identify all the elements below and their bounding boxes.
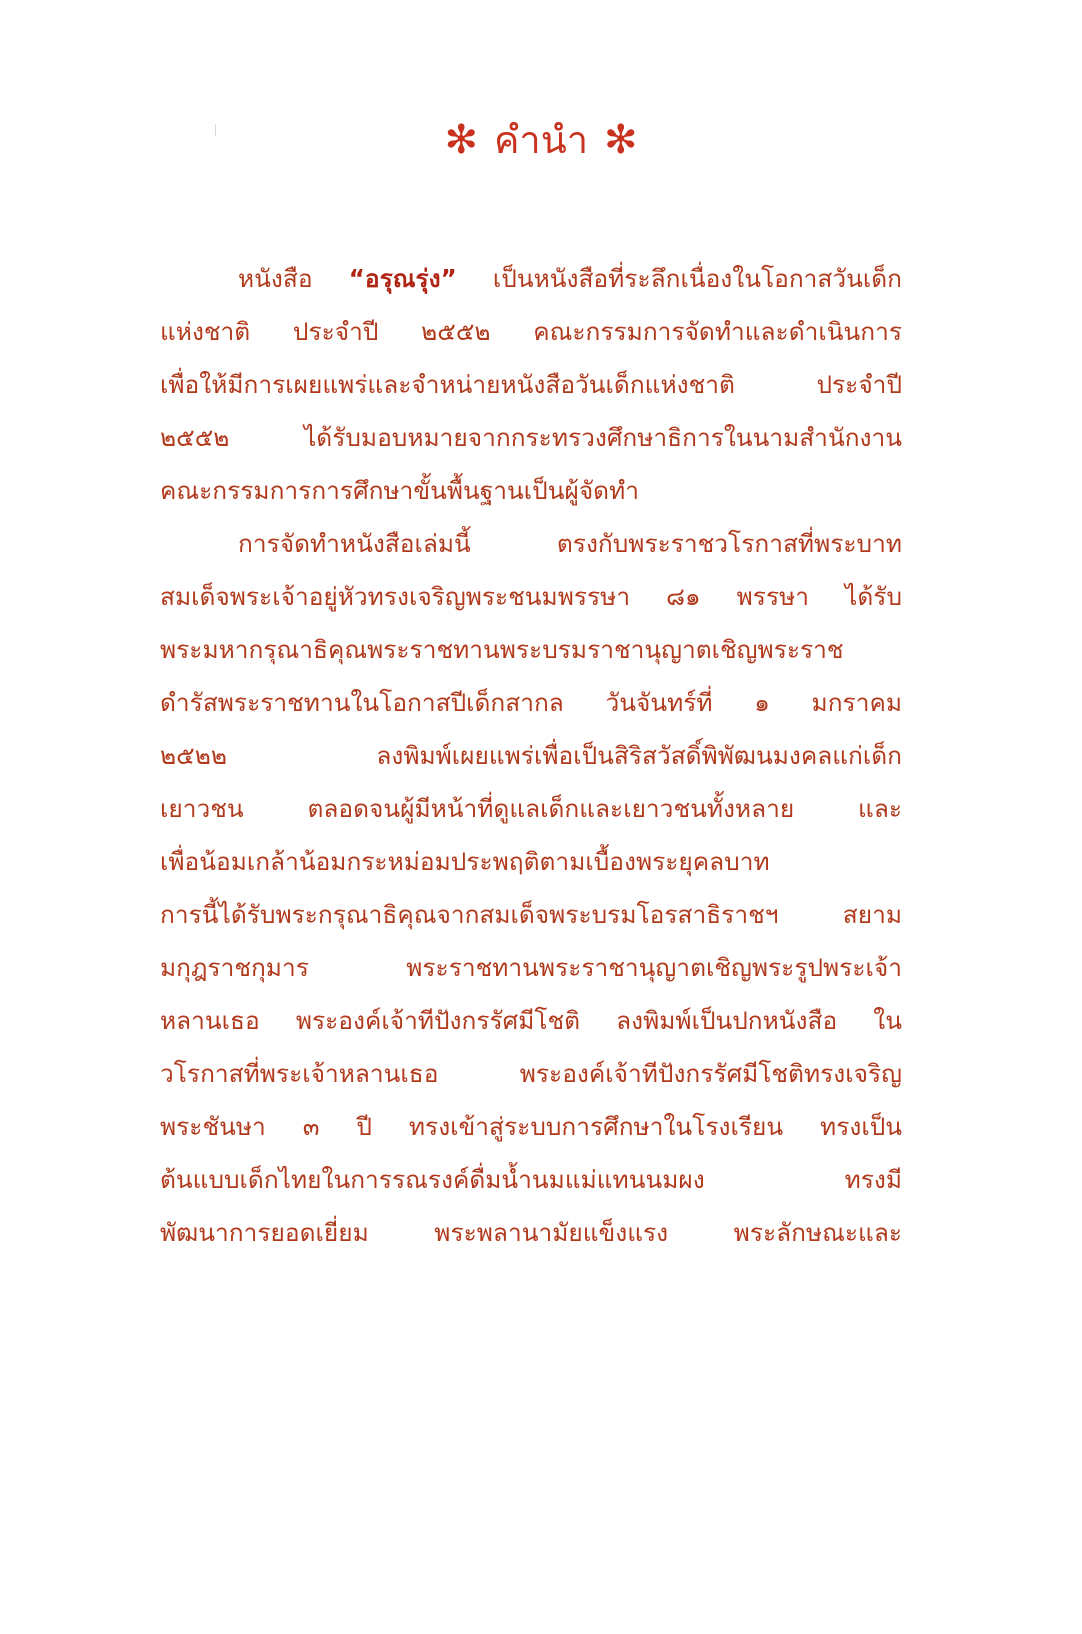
title-text: คำนำ: [493, 118, 589, 162]
paragraph-1-line: แห่งชาติ ประจำปี ๒๕๕๒ คณะกรรมการจัดทำและดำเนินการ: [160, 317, 902, 346]
preface-body: [160, 252, 902, 1259]
paragraph-2-line: การจัดทำหนังสือเล่มนี้ ตรงกับพระราชวโรกาสที่พระบาท: [238, 529, 902, 558]
paragraph-2-line: สมเด็จพระเจ้าอยู่หัวทรงเจริญพระชนมพรรษา ๘๑ พรรษา ได้รับ: [160, 582, 902, 611]
paragraph-2-line: ๒๕๒๒ ลงพิมพ์เผยแพร่เพื่อเป็นสิริสวัสดิ์พิพัฒนมงคลแก่เด็ก: [160, 741, 902, 770]
paragraph-1-line-1: [160, 252, 902, 305]
paragraph-1-line: คณะกรรมการการศึกษาขั้นพื้นฐานเป็นผู้จัดทำ: [160, 476, 639, 505]
paragraph-2-line: ต้นแบบเด็กไทยในการรณรงค์ดื่มน้ำนมแม่แทนนมผง ทรงมี: [160, 1165, 902, 1194]
book-title: “อรุณรุ่ง”: [348, 264, 457, 293]
paragraph-2-line: พระมหากรุณาธิคุณพระราชทานพระบรมราชานุญาตเชิญพระราช: [160, 635, 844, 664]
paragraph-2-line: ดำรัสพระราชทานในโอกาสปีเด็กสากล วันจันทร์ที่ ๑ มกราคม: [160, 688, 902, 717]
paragraph-2-line: วโรกาสที่พระเจ้าหลานเธอ พระองค์เจ้าทีปังกรรัศมีโชติทรงเจริญ: [160, 1059, 902, 1088]
paragraph-1-line: เพื่อให้มีการเผยแพร่และจำหน่ายหนังสือวันเด็กแห่งชาติ ประจำปี: [160, 370, 902, 399]
paragraph-1-line: ๒๕๕๒ ได้รับมอบหมายจากกระทรวงศึกษาธิการในนามสำนักงาน: [160, 423, 902, 452]
paragraph-2-line: พัฒนาการยอดเยี่ยม พระพลานามัยแข็งแรง พระลักษณะและ: [160, 1218, 902, 1247]
paragraph-2-line: พระชันษา ๓ ปี ทรงเข้าสู่ระบบการศึกษาในโรงเรียน ทรงเป็น: [160, 1112, 902, 1141]
paragraph-2-line: มกุฎราชกุมาร พระราชทานพระราชานุญาตเชิญพระรูปพระเจ้า: [160, 953, 902, 982]
line-text: หนังสือ: [238, 264, 349, 293]
paragraph-2-line: เพื่อน้อมเกล้าน้อมกระหม่อมประพฤติตามเบื้องพระยุคลบาท: [160, 847, 770, 876]
paragraph-2-line: เยาวชน ตลอดจนผู้มีหน้าที่ดูแลเด็กและเยาวชนทั้งหลาย และ: [160, 794, 902, 823]
asterisk-icon: ✻: [604, 117, 638, 163]
line-text: เป็นหนังสือที่ระลึกเนื่องในโอกาสวันเด็ก: [456, 264, 902, 293]
asterisk-icon: ✻: [444, 117, 478, 163]
page-title: [0, 112, 1082, 168]
paragraph-2-line: หลานเธอ พระองค์เจ้าทีปังกรรัศมีโชติ ลงพิมพ์เป็นปกหนังสือ ใน: [160, 1006, 902, 1035]
paragraph-2-line: การนี้ได้รับพระกรุณาธิคุณจากสมเด็จพระบรมโอรสาธิราชฯ สยาม: [160, 900, 902, 929]
